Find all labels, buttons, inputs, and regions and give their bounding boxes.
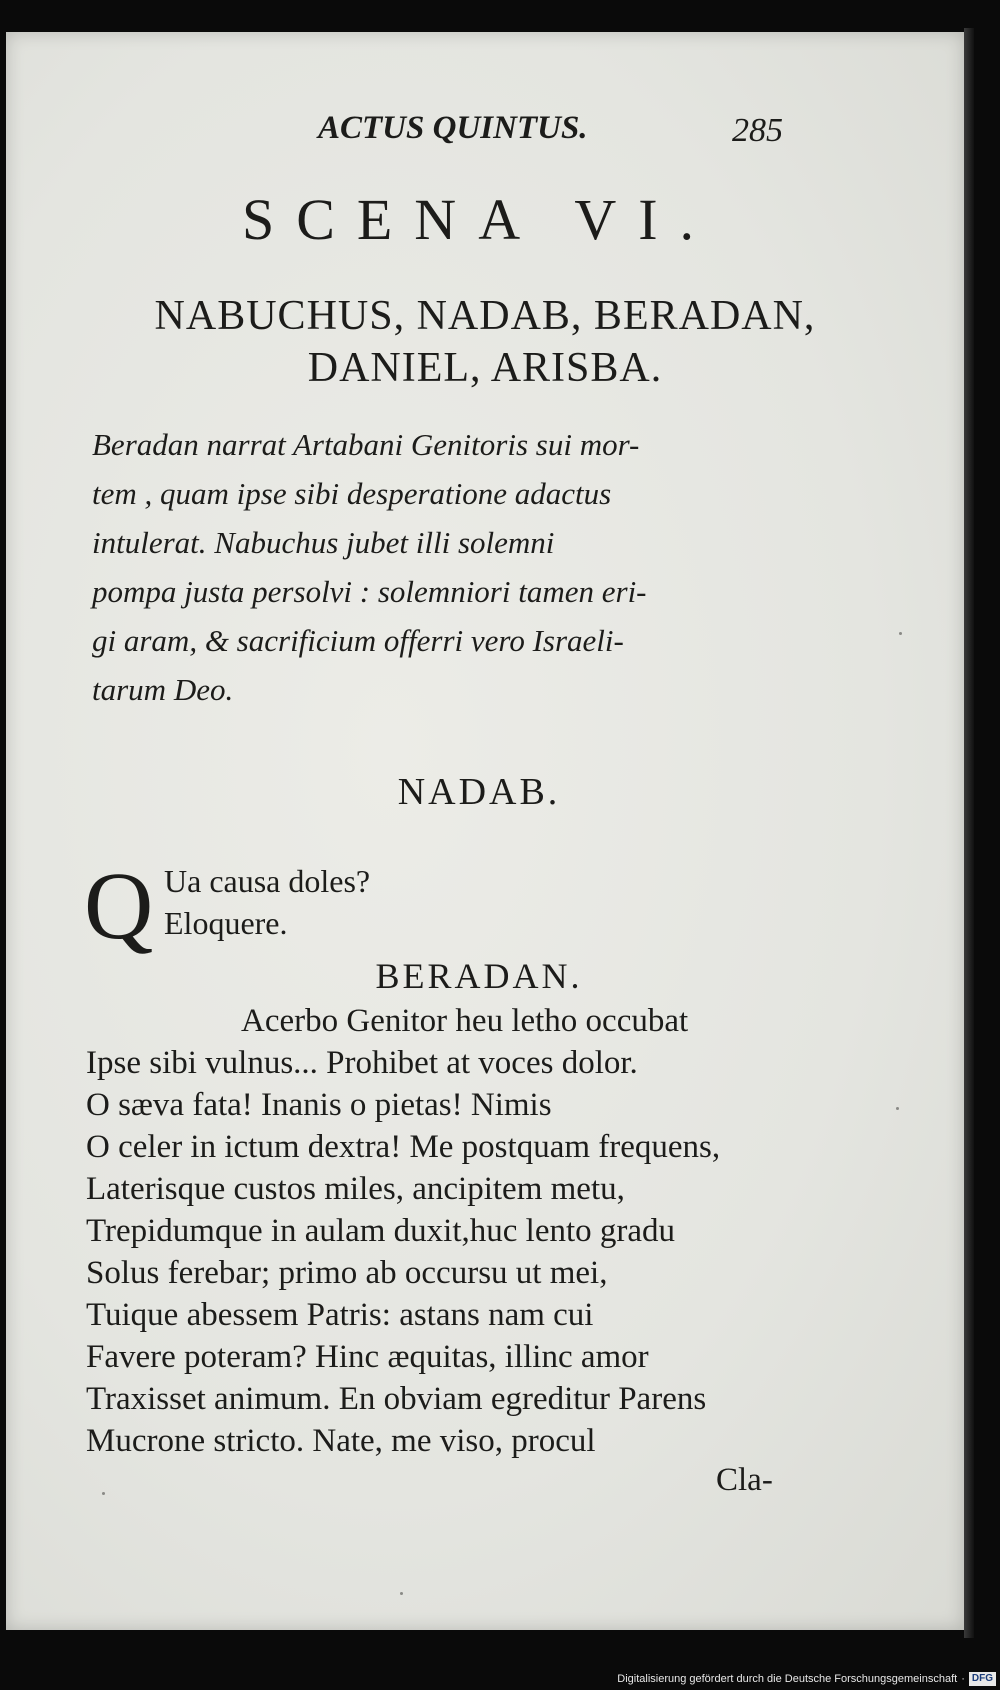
argument-line: intulerat. Nabuchus jubet illi solemni [92,525,555,560]
page-number: 285 [732,112,783,149]
paper-speck [899,632,902,635]
speech-opening [164,860,370,944]
speaker-heading: BERADAN. [375,956,583,996]
dfg-logo: DFG [969,1672,996,1686]
persons-line: NABUCHUS, NADAB, BERADAN, [154,293,816,339]
credit-text: Digitalisierung gefördert durch die Deutsche Forschungsgemeinschaft [617,1673,958,1685]
page-edge [964,28,974,1638]
scene-argument [92,420,832,714]
verse-line: Ipse sibi vulnus... Prohibet at voces dolor. [86,1045,638,1081]
catchword: Cla- [716,1462,773,1498]
verse-line: Traxisset animum. En obviam egreditur Parens [86,1381,707,1417]
paper-speck [896,1107,899,1110]
paper-speck [102,1492,105,1495]
running-head: ACTUS QUINTUS. [318,110,588,146]
argument-line: gi aram, & sacrificium offerri vero Israeli- [92,623,624,658]
dramatis-personae [60,290,910,394]
verse-line: Tuique abessem Patris: astans nam cui [86,1297,594,1333]
argument-line: Beradan narrat Artabani Genitoris sui mor- [92,427,640,462]
drop-cap: Q [84,852,154,959]
verse-block [86,1000,846,1462]
argument-line: pompa justa persolvi : solemniori tamen eri- [92,574,647,609]
verse-line: Laterisque custos miles, ancipitem metu, [86,1171,625,1207]
verse-line: O sæva fata! Inanis o pietas! Nimis [86,1087,552,1123]
verse-line: O celer in ictum dextra! Me postquam frequens, [86,1129,721,1165]
digitization-credit: Digitalisierung gefördert durch die Deutsche Forschungsgemeinschaft · DFG [617,1670,996,1688]
verse-line: Favere poteram? Hinc æquitas, illinc amor [86,1339,649,1375]
scene-title: SCENA VI. [241,187,717,252]
persons-line: DANIEL, ARISBA. [307,345,663,391]
verse-line: Solus ferebar; primo ab occursu ut mei, [86,1255,608,1291]
speech-line: Ua causa doles? [164,863,371,899]
argument-line: tarum Deo. [92,672,234,707]
argument-line: tem , quam ipse sibi desperatione adactus [92,476,612,511]
paper-speck [400,1592,403,1595]
verse-line: Acerbo Genitor heu letho occubat [241,1003,689,1039]
verse-line: Mucrone stricto. Nate, me viso, procul [86,1423,596,1459]
speaker-heading: NADAB. [397,771,561,813]
verse-line: Trepidumque in aulam duxit,huc lento gradu [86,1213,676,1249]
speech-line: Eloquere. [164,905,288,941]
